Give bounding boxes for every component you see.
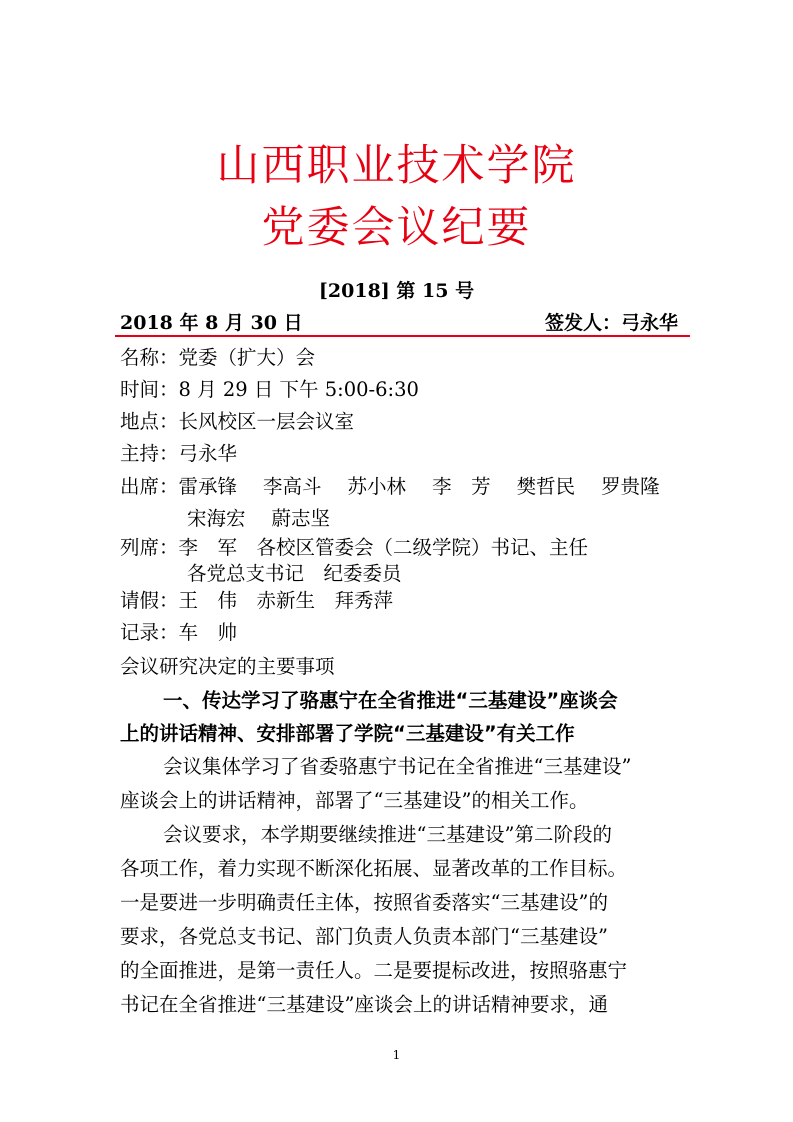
page-number: 1 — [392, 1048, 401, 1062]
section-heading: 会议研究决定的主要事项 — [120, 655, 335, 678]
paragraph2-line4: 要求，各党总支书记、部门负责人负责本部门“三基建设” — [120, 925, 608, 948]
issue-date: 2018 年 8 月 30 日 — [120, 312, 303, 334]
recorder-label: 记录： — [120, 621, 179, 644]
document-title-line2: 党委会议纪要 — [261, 203, 532, 253]
paragraph1-line2: 座谈会上的讲话精神，部署了“三基建设”的相关工作。 — [120, 789, 589, 812]
attendees-row-2 — [187, 506, 356, 532]
observers-value-1: 李 军 各校区管委会（二级学院）书记、主任 — [178, 536, 589, 559]
meeting-time-label: 时间： — [120, 378, 179, 401]
paragraph1-line1: 会议集体学习了省委骆惠宁书记在全省推进“三基建设” — [163, 755, 632, 778]
meeting-host-label: 主持： — [120, 442, 179, 465]
leave-row — [120, 588, 393, 614]
paragraph2-line5: 的全面推进，是第一责任人。二是要提标改进，按照骆惠宁 — [120, 959, 628, 982]
signer: 签发人：弓永华 — [544, 312, 678, 334]
meeting-place-row — [120, 409, 354, 435]
document-number: [2018] 第 15 号 — [318, 280, 475, 302]
recorder-value: 车 帅 — [178, 621, 238, 644]
document-title-line1: 山西职业技术学院 — [216, 141, 577, 191]
attendee: 罗贵隆 — [601, 475, 660, 498]
meeting-time-row — [120, 377, 419, 403]
paragraph2-line1: 会议要求，本学期要继续推进“三基建设”第二阶段的 — [163, 823, 612, 846]
leave-label: 请假： — [120, 589, 179, 612]
attendee: 宋海宏 — [187, 507, 246, 530]
attendee: 雷承锋 — [178, 475, 238, 498]
attendees-label: 出席： — [120, 475, 179, 498]
observers-row — [120, 535, 588, 561]
attendee: 蔚志坚 — [271, 507, 331, 530]
recorder-row — [120, 620, 237, 646]
item1-heading-line1: 一、传达学习了骆惠宁在全省推进“三基建设”座谈会 — [163, 689, 618, 712]
observers-value-2: 各党总支书记 纪委委员 — [187, 562, 402, 585]
item1-heading-line2: 上的讲话精神、安排部署了学院“三基建设”有关工作 — [120, 722, 575, 745]
paragraph2-line3: 一是要进一步明确责任主体，按照省委落实“三基建设”的 — [120, 891, 608, 914]
meeting-place-label: 地点： — [120, 410, 179, 433]
paragraph2-line6: 书记在全省推进“三基建设”座谈会上的讲话精神要求，通 — [120, 993, 608, 1016]
attendee: 李 芳 — [432, 475, 491, 498]
meeting-name-value: 党委（扩大）会 — [178, 346, 316, 369]
observers-label: 列席： — [120, 536, 179, 559]
meeting-time-value: 8 月 29 日 下午 5:00-6:30 — [178, 378, 419, 401]
attendee: 李高斗 — [263, 475, 322, 498]
meeting-name-row — [120, 345, 315, 371]
header-divider — [115, 335, 690, 337]
attendee: 樊哲民 — [516, 475, 576, 498]
paragraph2-line2: 各项工作，着力实现不断深化拓展、显著改革的工作目标。 — [120, 857, 628, 880]
meeting-place-value: 长风校区一层会议室 — [178, 410, 355, 433]
meeting-host-value: 弓永华 — [178, 442, 238, 465]
attendees-row — [120, 474, 660, 500]
meeting-host-row — [120, 441, 237, 467]
leave-value: 王 伟 赤新生 拜秀萍 — [178, 589, 394, 612]
meeting-name-label: 名称： — [120, 346, 179, 369]
attendee: 苏小林 — [347, 475, 407, 498]
